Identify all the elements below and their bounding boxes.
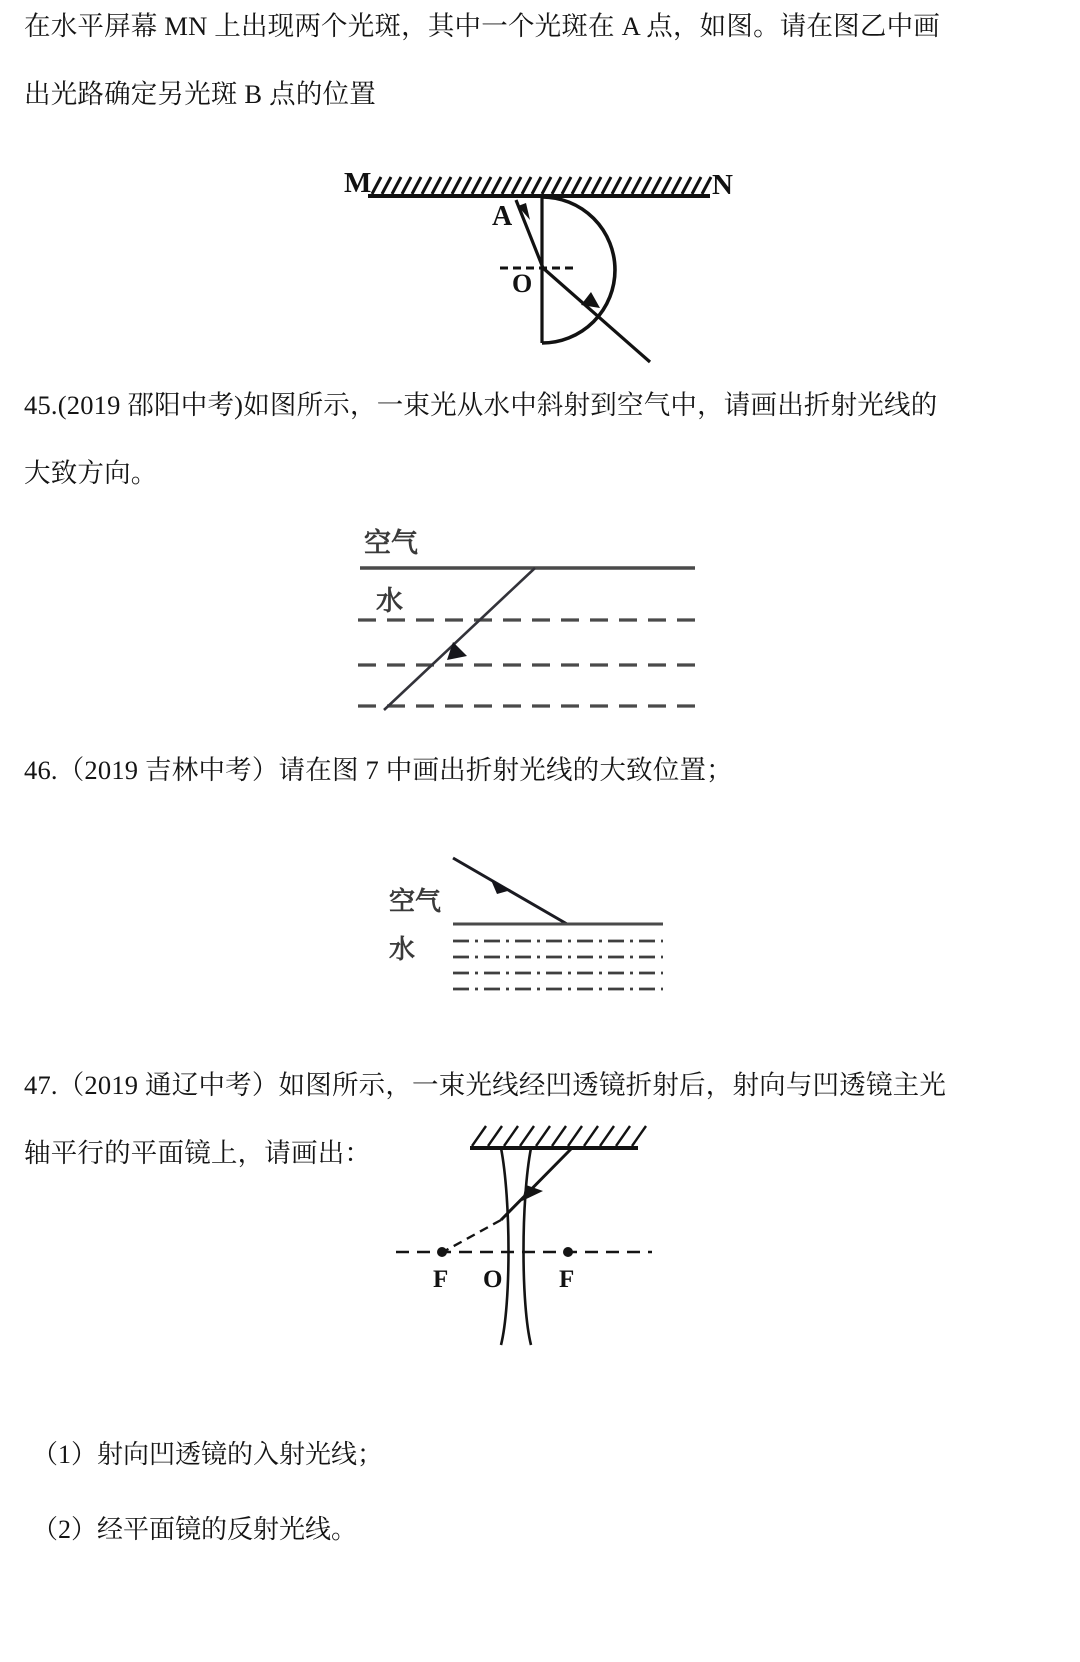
focus-left-dot bbox=[437, 1247, 447, 1257]
incident-ray bbox=[543, 268, 650, 362]
label-n: N bbox=[712, 169, 733, 201]
question-45-line-2: 大致方向。 bbox=[24, 458, 158, 488]
label-water: 水 bbox=[389, 934, 416, 964]
label-air: 空气 bbox=[389, 886, 442, 916]
focus-right-dot bbox=[563, 1247, 573, 1257]
question-44-line-2: 出光路确定另光斑 B 点的位置 bbox=[24, 79, 376, 109]
lens-left-surface bbox=[501, 1148, 509, 1345]
plane-mirror-hatching bbox=[472, 1126, 646, 1146]
label-a: A bbox=[492, 201, 513, 232]
incident-ray-arrowhead bbox=[447, 642, 467, 660]
label-water: 水 bbox=[376, 586, 403, 616]
question-44-line-1: 在水平屏幕 MN 上出现两个光斑，其中一个光斑在 A 点，如图。请在图乙中画 bbox=[24, 11, 940, 41]
refracted-ray-to-mirror bbox=[501, 1149, 571, 1220]
question-45-line-1: 45.(2019 邵阳中考)如图所示，一束光从水中斜射到空气中，请画出折射光线的 bbox=[24, 390, 938, 420]
label-o: O bbox=[512, 269, 533, 298]
label-optical-center: O bbox=[483, 1266, 503, 1293]
label-focus-right: F bbox=[559, 1266, 575, 1293]
incident-ray-in-air bbox=[453, 858, 567, 924]
figure-semicircular-glass-block bbox=[300, 140, 733, 370]
question-47-line-2: 轴平行的平面镜上，请画出： bbox=[24, 1138, 372, 1168]
question-47-subitem-2: （2）经平面镜的反射光线。 bbox=[32, 1515, 358, 1544]
emergent-ray bbox=[516, 200, 543, 268]
screen-hatching bbox=[372, 177, 711, 194]
incident-ray-arrowhead bbox=[491, 880, 511, 894]
question-47-subitem-1: （1）射向凹透镜的入射光线； bbox=[32, 1440, 384, 1469]
refracted-ray-back-extension bbox=[443, 1220, 501, 1252]
label-air: 空气 bbox=[364, 528, 418, 558]
label-focus-left: F bbox=[433, 1266, 449, 1293]
figure-air-to-water-refraction bbox=[375, 810, 665, 965]
lens-right-surface bbox=[524, 1148, 532, 1345]
figure-concave-lens-plane-mirror bbox=[390, 1115, 660, 1345]
question-46-line-1: 46.（2019 吉林中考）请在图 7 中画出折射光线的大致位置； bbox=[24, 755, 733, 785]
question-47-line-1: 47.（2019 通辽中考）如图所示，一束光线经凹透镜折射后，射向与凹透镜主光 bbox=[24, 1070, 947, 1100]
label-m: M bbox=[344, 167, 372, 199]
incident-ray-in-water bbox=[384, 568, 535, 710]
figure-water-to-air-refraction bbox=[350, 510, 710, 710]
